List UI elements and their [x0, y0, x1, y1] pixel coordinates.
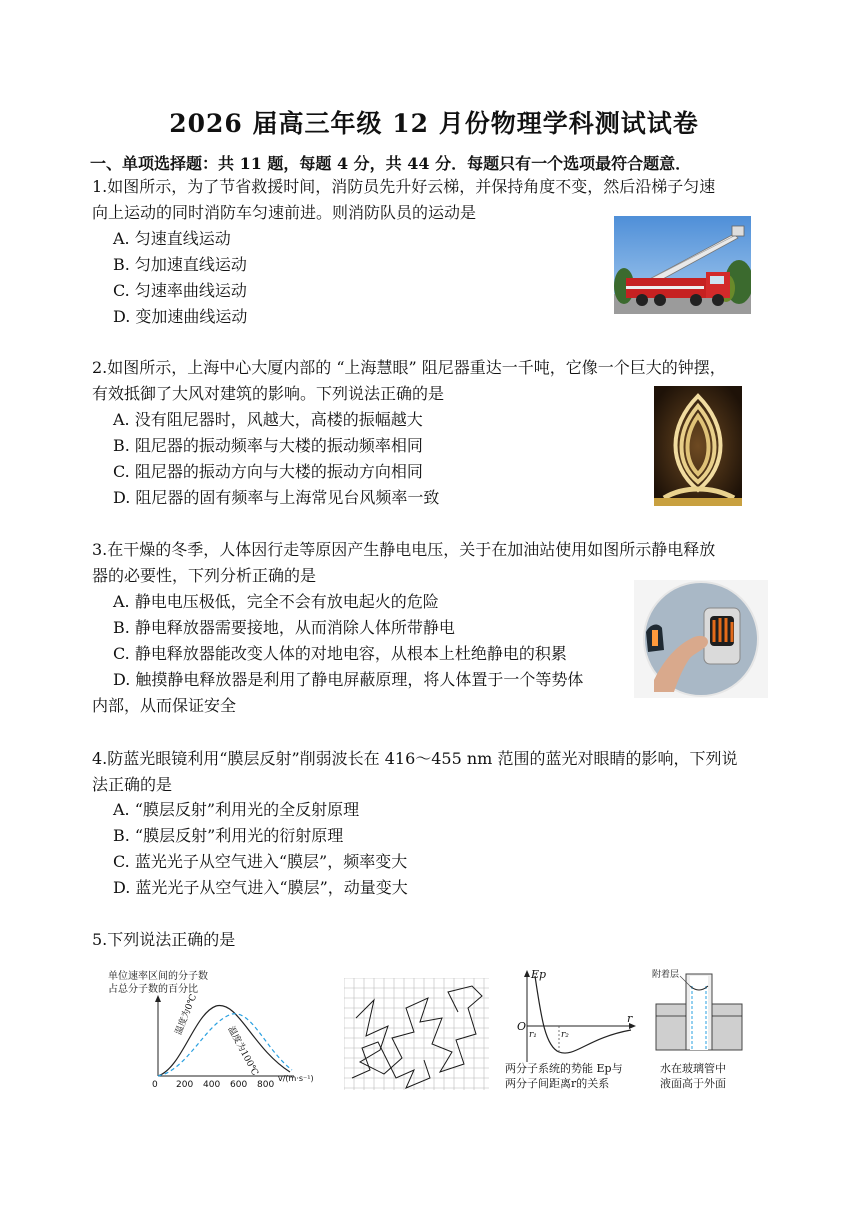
- q2-option-a: A. 没有阻尼器时，风越大，高楼的振幅越大: [113, 410, 423, 429]
- capillary-tube-figure: [650, 966, 750, 1096]
- q3-stem-line2: 器的必要性，下列分析正确的是: [92, 566, 317, 585]
- q1-stem-line1: 1.如图所示，为了节省救援时间，消防员先升好云梯，并保持角度不变，然后沿梯子匀速: [92, 177, 716, 196]
- fig1-curve-100c-label: 温度为100℃: [225, 1024, 260, 1078]
- speed-distribution-figure: [102, 968, 314, 1093]
- fig3-r2: r₂: [561, 1030, 569, 1040]
- potential-energy-figure: [505, 966, 640, 1096]
- fig1-xtick-0: 0: [152, 1080, 158, 1090]
- q2-stem-line1: 2.如图所示，上海中心大厦内部的 “上海慧眼” 阻尼器重达一千吨，它像一个巨大的钟摆，: [92, 358, 726, 377]
- brownian-motion-figure: [344, 978, 489, 1090]
- static-discharger-photo: [634, 580, 768, 698]
- q2-option-d: D. 阻尼器的固有频率与上海常见台风频率一致: [113, 488, 440, 507]
- q4-stem-line1: 4.防蓝光眼镜利用“膜层反射”削弱波长在 416～455 nm 范围的蓝光对眼睛的影响，下列说: [92, 749, 738, 768]
- q4-option-b: B. “膜层反射”利用光的衍射原理: [113, 826, 344, 845]
- fire-truck-ladder-photo: [614, 216, 751, 314]
- q1-option-b: B. 匀加速直线运动: [113, 255, 247, 274]
- q2-option-c: C. 阻尼器的振动方向与大楼的振动方向相同: [113, 462, 423, 481]
- fig3-caption-line2: 两分子间距离r的关系: [505, 1077, 610, 1090]
- q3-option-d-continued: 内部，从而保证安全: [92, 696, 237, 715]
- fig4-adhesion-layer-label: 附着层: [652, 970, 680, 980]
- section-heading: 一、单项选择题：共 11 题，每题 4 分，共 44 分．每题只有一个选项最符合题意．: [90, 154, 692, 173]
- fig3-r1: r₁: [529, 1030, 537, 1040]
- q4-option-c: C. 蓝光光子从空气进入“膜层”，频率变大: [113, 852, 408, 871]
- q5-stem: 5.下列说法正确的是: [92, 930, 236, 949]
- q3-option-d: D. 触摸静电释放器是利用了静电屏蔽原理，将人体置于一个等势体: [113, 670, 584, 689]
- q3-option-c: C. 静电释放器能改变人体的对地电容，从根本上杜绝静电的积累: [113, 644, 567, 663]
- q1-stem-line2: 向上运动的同时消防车匀速前进。则消防队员的运动是: [92, 203, 477, 222]
- fig3-xlabel: r: [627, 1012, 633, 1025]
- fig3-caption-line1: 两分子系统的势能 Ep与: [505, 1062, 623, 1075]
- q3-option-b: B. 静电释放器需要接地，从而消除人体所带静电: [113, 618, 455, 637]
- fig1-xtick-400: 400: [203, 1080, 221, 1090]
- fig1-xunit: v/(m·s⁻¹): [278, 1074, 314, 1083]
- fig1-xtick-200: 200: [176, 1080, 194, 1090]
- damper-sculpture-photo: [654, 386, 742, 506]
- fig3-ylabel: Ep: [531, 968, 547, 981]
- fig1-xtick-800: 800: [257, 1080, 275, 1090]
- fig1-xtick-600: 600: [230, 1080, 248, 1090]
- fig4-caption-line2: 液面高于外面: [660, 1077, 726, 1090]
- fig1-curve-0c-label: 温度为0℃: [173, 993, 200, 1037]
- fig1-ylabel-line1: 单位速率区间的分子数: [108, 971, 208, 982]
- fig1-ylabel-line2: 占总分子数的百分比: [108, 984, 198, 995]
- q2-option-b: B. 阻尼器的振动频率与大楼的振动频率相同: [113, 436, 423, 455]
- q4-option-d: D. 蓝光光子从空气进入“膜层”，动量变大: [113, 878, 408, 897]
- page-title: 2026 届高三年级 12 月份物理学科测试试卷: [169, 109, 699, 138]
- q4-stem-line2: 法正确的是: [92, 775, 173, 794]
- q4-option-a: A. “膜层反射”利用光的全反射原理: [113, 800, 360, 819]
- q1-option-a: A. 匀速直线运动: [113, 229, 231, 248]
- fig4-caption-line1: 水在玻璃管中: [660, 1062, 726, 1075]
- q3-stem-line1: 3.在干燥的冬季，人体因行走等原因产生静电电压，关于在加油站使用如图所示静电释放: [92, 540, 716, 559]
- q1-option-d: D. 变加速曲线运动: [113, 307, 248, 326]
- q3-option-a: A. 静电电压极低，完全不会有放电起火的危险: [113, 592, 439, 611]
- q2-stem-line2: 有效抵御了大风对建筑的影响。下列说法正确的是: [92, 384, 445, 403]
- fig3-origin: O: [517, 1020, 527, 1033]
- q1-option-c: C. 匀速率曲线运动: [113, 281, 247, 300]
